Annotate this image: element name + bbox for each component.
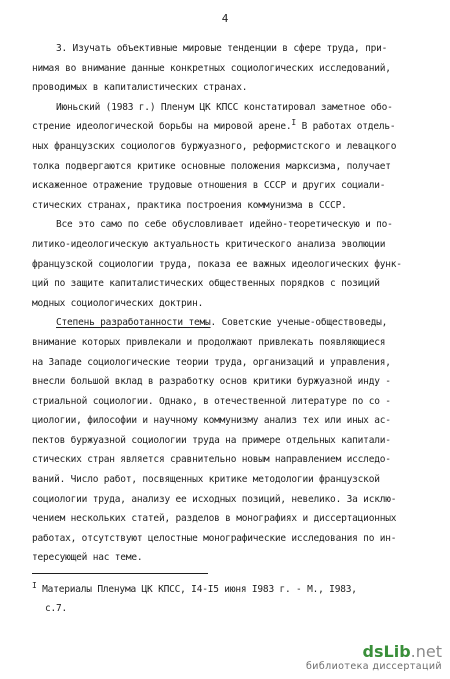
text-line: модных социологических доктрин.: [32, 297, 204, 309]
text-line: чением нескольких статей, разделов в монографиях и диссертационных: [32, 513, 397, 525]
watermark-logo-main: dsLib: [362, 642, 411, 661]
text-line: ваний. Число работ, посвященных критике методологии французской: [32, 474, 380, 486]
footnote: [32, 580, 424, 618]
text-line: тересующей нас теме.: [32, 552, 143, 564]
text-line: социологии труда, анализу ее исходных позиций, невелико. За исклю-: [32, 493, 397, 505]
text-line: на Западе социологические теории труда, организаций и управления,: [32, 356, 391, 368]
footnote-line: [32, 580, 424, 599]
footnote-reference: I: [291, 118, 297, 128]
text-fragment: стрение идеологической борьбы на мировой арене.: [32, 121, 292, 133]
text-line: внимание которых привлекали и продолжают привлекать появляющиеся: [32, 336, 386, 348]
body-text: [32, 39, 424, 568]
text-line: внесли большой вклад в разработку основ критики буржуазной инду -: [32, 376, 391, 388]
text-line: ций по защите капиталистических общественных порядков с позиций: [32, 278, 380, 290]
text-fragment: . Советские ученые-обществоведы,: [210, 317, 388, 329]
text-line: толка подвергаются критике основные положения марксизма, получает: [32, 160, 391, 172]
text-line: стриальной социологии. Однако, в отечественной литературе по со -: [32, 395, 391, 407]
text-line: [32, 313, 424, 333]
text-line: пектов буржуазной социологии труда на примере отдельных капитали-: [32, 434, 391, 446]
text-line: стических стран является сравнительно новым направлением исследо-: [32, 454, 391, 466]
text-line: нимая во внимание данные конкретных социологических исследований,: [32, 62, 391, 74]
text-line: литико-идеологическую актуальность критического анализа эволюции: [32, 238, 386, 250]
section-heading: Степень разработанности темы: [56, 317, 211, 329]
watermark: [306, 643, 442, 673]
text-line: Все это само по себе обусловливает идейно-теоретическую и по-: [56, 219, 393, 231]
footnote-text: Материалы Пленума ЦК КПСС, I4-I5 июня I983 г. - М., I983,: [42, 584, 357, 595]
watermark-logo: [306, 643, 442, 661]
text-fragment: В работах отдель-: [296, 121, 396, 133]
text-line: циологии, философии и научному коммунизму анализ тех или иных ас-: [32, 415, 391, 427]
text-line: ных французских социологов буржуазного, реформистского и левацкого: [32, 140, 397, 152]
watermark-subtitle: библиотека диссертаций: [306, 661, 442, 672]
text-line: искаженное отражение трудовые отношения в СССР и других социали-: [32, 180, 386, 192]
page-number: 4: [221, 12, 229, 25]
text-line: проводимых в капиталистических странах.: [32, 82, 248, 94]
text-line: французской социологии труда, показа ее важных идеологических функ-: [32, 258, 402, 270]
text-line: Июньский (1983 г.) Пленум ЦК КПСС констатировал заметное обо-: [56, 101, 393, 113]
watermark-logo-ext: .net: [410, 642, 442, 661]
footnote-line: с.7.: [45, 603, 68, 614]
footnote-divider: [32, 573, 208, 574]
text-line: работах, отсутствуют целостные монографические исследования по ин-: [32, 532, 397, 544]
text-line: [32, 117, 424, 137]
text-line: 3. Изучать объективные мировые тенденции в сфере труда, при-: [56, 43, 388, 54]
footnote-marker: I: [32, 581, 37, 590]
text-line: стических странах, практика построения коммунизма в СССР.: [32, 199, 347, 211]
